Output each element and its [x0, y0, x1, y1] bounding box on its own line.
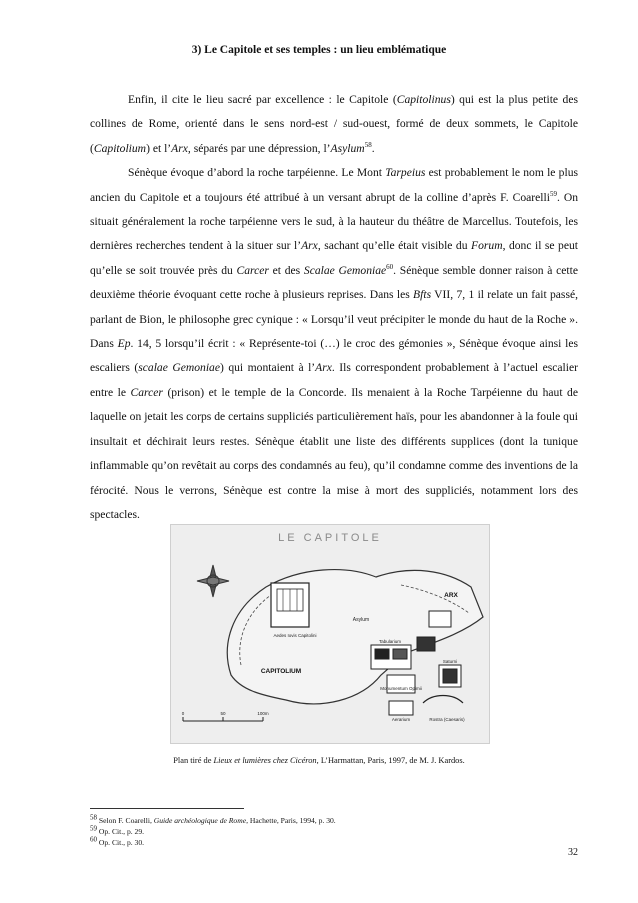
text-run: Enfin, il cite le lieu sacré par excellence : le Capitole ( [128, 93, 397, 106]
text-run: . [371, 141, 375, 155]
text-run: , sachant qu’elle était visible du [317, 239, 472, 253]
scale-label: 100m [257, 711, 269, 716]
label-monumentum: Monumentum Opimii [380, 686, 422, 691]
text-run-italic: Tarpeius [385, 166, 426, 180]
figure-caption [0, 756, 638, 765]
text-run-italic: scalae Gemoniae [138, 361, 220, 375]
text-run-italic: Arx [315, 361, 332, 375]
text-run-italic: Guide archéologique de Rome [153, 816, 247, 825]
footnote-60 [90, 837, 570, 848]
section-heading: 3) Le Capitole et ses temples : un lieu emblématique [191, 44, 447, 56]
text-run: ) qui est la plus petite des collines de Rome, orienté dans le sens nord-est / sud-ouest, formé de deux sommets, le Capitole ( [90, 93, 578, 155]
footnote-number: 58 [90, 813, 97, 822]
footnote-ref[interactable]: 60 [386, 262, 394, 271]
text-run-italic: Lieux et lumières chez Cicéron [213, 756, 317, 765]
paragraph-1 [90, 88, 578, 161]
text-run-italic: Forum [471, 239, 503, 253]
footnotes [90, 815, 570, 848]
text-run-italic: Ep [117, 337, 131, 351]
arx-temple [429, 611, 451, 627]
text-run: séparés par une dépression, l’ [190, 141, 331, 155]
text-run: . Sénèque semble donner raison à cette deuxième théorie évoquant cette roche à plusieurs reprises. Dans les [90, 263, 578, 302]
text-run: Op. Cit., p. 29. [97, 827, 145, 836]
text-run: est probablement le nom le plus ancien du Capitole et a toujours été attribué à un versant abrupt de la colline d’après F. Coarelli [90, 166, 579, 204]
text-run-italic: Scalae Gemoniae [303, 263, 387, 277]
text-run: , donc il se peut qu’elle se soit trouvée près du [90, 239, 578, 277]
text-run: , Hachette, Paris, 1994, p. 30. [246, 816, 336, 825]
text-run: ) et l’ [146, 141, 172, 155]
page-number: 32 [568, 847, 578, 858]
footnote-ref[interactable]: 58 [364, 140, 372, 149]
text-run: (prison) et le temple de la Concorde. Ils menaient à la Roche Tarpéienne du haut de laquelle on jetait les corps de certains suppliciés particulièrement haïs, pour les abandonner à la foule qui insultait et déchirait leurs restes. Sénèque établit une liste des différents supplices (dont la tunique inflammable qu’on revêtait au corps des condamnés au feu), qu’il condamne comme des inventions de la férocité. Nous le verrons, Sénèque est contre la mise à mort des suppliciés, notamment lors des spectacles. [90, 385, 578, 521]
footnote-number: 59 [90, 824, 97, 833]
label-capitolium: CAPITOLIUM [260, 668, 302, 675]
label-asylum: Asylum [352, 617, 370, 623]
text-run: . Ils correspondent probablement à l’actuel escalier entre le [90, 361, 578, 399]
label-tabularium: Tabularium [379, 639, 402, 644]
footnote-ref[interactable]: 59 [549, 189, 557, 198]
text-run-italic: Bfts [413, 288, 432, 302]
label-aerarium: Aerarium [391, 717, 411, 722]
text-run: ) qui montaient à l’ [220, 361, 316, 375]
text-run: Plan tiré de [173, 756, 214, 765]
text-run-italic: Capitolium [93, 141, 147, 155]
text-run: Selon F. Coarelli, [97, 816, 154, 825]
capitol-map-figure [170, 524, 490, 744]
paragraph-2 [90, 161, 578, 527]
text-run-italic: Carcer [236, 263, 269, 277]
capitol-map [171, 525, 489, 743]
label-capitoline: Aedes Iovis Capitolini [273, 633, 317, 638]
footnote-58 [90, 815, 570, 826]
footnote-59 [90, 826, 570, 837]
text-run-italic: Arx, [171, 141, 191, 155]
label-rostra: Rostra (Caesaris) [429, 717, 465, 722]
temple-jupiter [271, 583, 309, 627]
footnote-number: 60 [90, 835, 97, 844]
label-arx: ARX [444, 592, 458, 599]
text-run: . On situait généralement la roche tarpéienne vers le sud, à la hauteur du théâtre de Marcellus. Toutefois, les dernières recherches tendent à la situer sur l’ [90, 190, 578, 253]
text-run-italic: Carcer [130, 385, 163, 399]
body-text [90, 88, 578, 527]
label-saturn: Saturni [442, 659, 458, 664]
scale-label: 50 [220, 711, 226, 716]
scale-label: 0 [181, 711, 185, 716]
text-run: . 14, 5 lorsqu’il écrit : « Représente-toi (…) le croc des gémonies », Sénèque évoque ainsi les escaliers ( [90, 337, 578, 375]
text-run: VII, 7, 1 il relate un fait passé, parlant de Bion, le philosophe grec cynique : « Lorsqu’il veut précipiter le monde du haut de la Roche ». Dans [90, 288, 578, 351]
map-banner: LE CAPITOLE [278, 532, 382, 544]
text-run: Op. Cit., p. 30. [97, 838, 145, 847]
text-run-italic: Asylum [330, 141, 365, 155]
text-run-italic: Arx [301, 239, 318, 253]
text-run: Sénèque évoque d’abord la roche tarpéienne. Le Mont [128, 166, 386, 180]
footnote-separator [90, 808, 244, 809]
text-run: , L’Harmattan, Paris, 1997, de M. J. Kardos. [316, 756, 465, 765]
text-run-italic: Capitolinus [396, 93, 451, 106]
text-run: et des [268, 263, 304, 277]
